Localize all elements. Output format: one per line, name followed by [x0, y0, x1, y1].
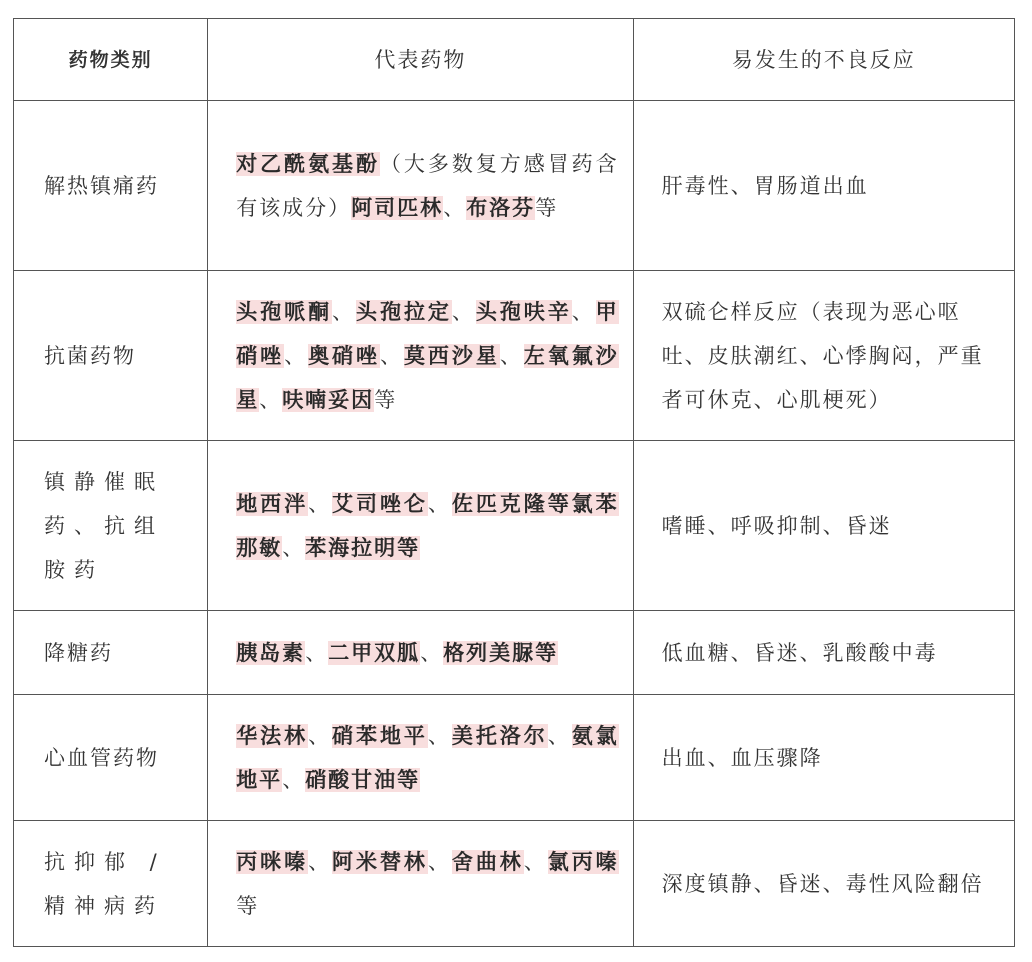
- category-cell: 抗抑郁 / 精神病药: [14, 821, 208, 947]
- header-drug-category: 药物类别: [14, 19, 208, 101]
- drug-name-highlight: 呋喃妥因: [282, 387, 375, 412]
- drug-separator-text: 、: [427, 849, 452, 874]
- drug-name-highlight: 苯海拉明等: [305, 535, 421, 560]
- table-row: [14, 821, 1015, 947]
- drug-name-highlight: 莫西沙星: [403, 343, 500, 368]
- drug-separator-text: 、: [547, 723, 572, 748]
- drug-separator-text: 、: [332, 299, 357, 324]
- drug-separator-text: 、: [427, 491, 452, 516]
- drug-name-highlight: 丙咪嗪: [236, 849, 309, 874]
- drug-name-highlight: 阿米替林: [332, 849, 428, 874]
- drugs-cell: [208, 821, 633, 947]
- drug-separator-text: 、: [420, 640, 444, 665]
- drug-separator-text: 、: [308, 849, 333, 874]
- effects-cell: 低血糖、昏迷、乳酸酸中毒: [633, 611, 1014, 695]
- drug-name-highlight: 奥硝唑: [308, 343, 380, 368]
- drug-name-highlight: 对乙酰氨基酚: [236, 151, 380, 176]
- category-cell: 心血管药物: [14, 695, 208, 821]
- drug-name-highlight: 地西泮: [236, 491, 309, 516]
- drug-name-highlight: 硝酸甘油等: [305, 767, 421, 792]
- drug-separator-text: 、: [443, 195, 467, 220]
- category-cell: 抗菌药物: [14, 271, 208, 441]
- drug-name-highlight: 头孢拉定: [356, 299, 452, 324]
- drug-separator-text: 、: [427, 723, 452, 748]
- drug-name-highlight: 华法林: [236, 723, 309, 748]
- drug-name-highlight: 布洛芬: [466, 195, 536, 220]
- drug-separator-text: 、: [282, 535, 306, 560]
- drug-name-highlight: 左氧氟沙星: [236, 343, 619, 412]
- drug-separator-text: 、: [499, 343, 524, 368]
- drugs-cell: [208, 695, 633, 821]
- drug-name-highlight: 佐匹克隆等氯苯那敏: [236, 491, 619, 560]
- drug-name-highlight: 格列美脲等: [443, 640, 559, 665]
- header-adverse-reactions: 易发生的不良反应: [633, 19, 1014, 101]
- drug-separator-text: 、: [451, 299, 476, 324]
- drug-separator-text: 等: [374, 387, 398, 412]
- table-row: [14, 271, 1015, 441]
- effects-cell: 深度镇静、昏迷、毒性风险翻倍: [633, 821, 1014, 947]
- drug-separator-text: 、: [523, 849, 548, 874]
- drug-separator-text: 、: [259, 387, 283, 412]
- drug-separator-text: 、: [571, 299, 596, 324]
- drug-separator-text: 、: [284, 343, 309, 368]
- drug-separator-text: 、: [305, 640, 329, 665]
- category-cell: 镇静催眠药、抗组胺药: [14, 441, 208, 611]
- table-row: [14, 611, 1015, 695]
- drug-name-highlight: 阿司匹林: [351, 195, 444, 220]
- table-row: [14, 441, 1015, 611]
- drug-name-highlight: 二甲双胍: [328, 640, 421, 665]
- drugs-cell: [208, 101, 633, 271]
- drug-name-highlight: 头孢哌酮: [236, 299, 333, 324]
- drug-separator-text: 、: [379, 343, 404, 368]
- drug-name-highlight: 美托洛尔: [451, 723, 548, 748]
- drug-separator-text: 等: [236, 893, 260, 918]
- drug-name-highlight: 胰岛素: [236, 640, 306, 665]
- drug-adverse-reaction-table: [13, 18, 1015, 947]
- drugs-cell: [208, 271, 633, 441]
- drug-name-highlight: 氨氯地平: [236, 723, 619, 792]
- category-cell: 解热镇痛药: [14, 101, 208, 271]
- drug-separator-text: 、: [308, 491, 333, 516]
- drug-separator-text: （大多数复方感冒药含有该成分）: [236, 151, 619, 220]
- table-header-row: [14, 19, 1015, 101]
- drugs-cell: [208, 611, 633, 695]
- table-body: [14, 101, 1015, 947]
- drug-name-highlight: 头孢呋辛: [475, 299, 572, 324]
- drug-name-highlight: 艾司唑仑: [332, 491, 428, 516]
- drug-name-highlight: 舍曲林: [451, 849, 524, 874]
- category-cell: 降糖药: [14, 611, 208, 695]
- drugs-cell: [208, 441, 633, 611]
- drug-separator-text: 、: [282, 767, 306, 792]
- drug-name-highlight: 甲硝唑: [236, 299, 619, 368]
- drug-separator-text: 等: [535, 195, 559, 220]
- drug-name-highlight: 硝苯地平: [332, 723, 428, 748]
- header-representative-drugs: 代表药物: [208, 19, 633, 101]
- table-row: [14, 101, 1015, 271]
- table-row: [14, 695, 1015, 821]
- effects-cell: 双硫仑样反应（表现为恶心呕吐、皮肤潮红、心悸胸闷，严重者可休克、心肌梗死）: [633, 271, 1014, 441]
- effects-cell: 出血、血压骤降: [633, 695, 1014, 821]
- effects-cell: 嗜睡、呼吸抑制、昏迷: [633, 441, 1014, 611]
- effects-cell: 肝毒性、胃肠道出血: [633, 101, 1014, 271]
- drug-separator-text: 、: [308, 723, 333, 748]
- drug-name-highlight: 氯丙嗪: [547, 849, 619, 874]
